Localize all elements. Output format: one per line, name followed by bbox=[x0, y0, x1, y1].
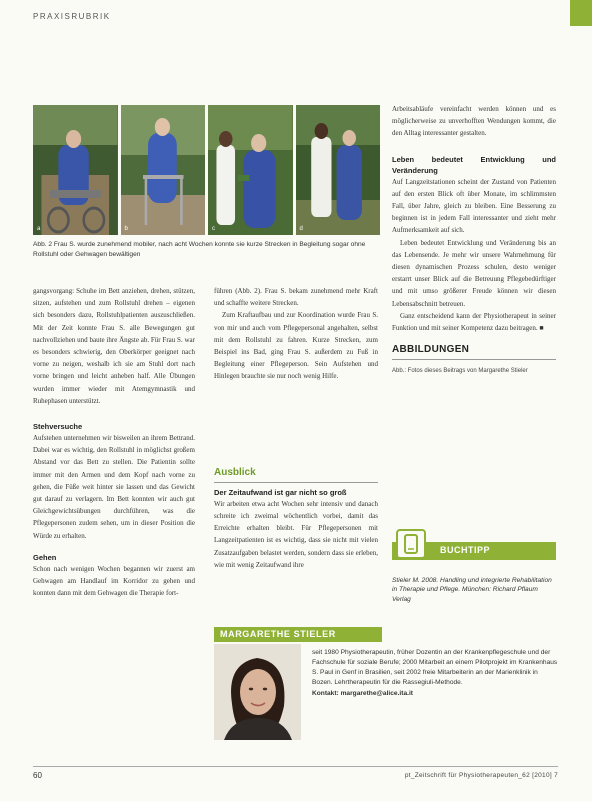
photo-strip bbox=[33, 105, 380, 235]
paragraph: Auf Langzeitstationen scheint der Zustand von Patienten auf den ersten Blick oft über Monate, im schlimmsten Fall, über Jahre, gleich zu bleiben. Eine Besserung zu beginnen ist in jedem Fall interessanter und zieht mehr Aufmerksamkeit auf sich. bbox=[392, 177, 556, 235]
paragraph: Ganz entscheidend kann der Physiotherapeut in seiner Funktion und mit seiner Kompetenz dazu beitragen. ■ bbox=[392, 311, 556, 333]
book-reference: Stieler M. 2008. Handling und integrierte Rehabilitation in Therapie und Pflege. München: Richard Pflaum Verlag bbox=[392, 577, 552, 603]
photo-b bbox=[121, 105, 206, 235]
photo-d bbox=[296, 105, 381, 235]
photo-credit: Abb.: Fotos dieses Beitrags von Margarethe Stieler bbox=[392, 368, 528, 375]
text-column-1 bbox=[33, 285, 195, 599]
author-portrait bbox=[214, 644, 301, 740]
photo-c bbox=[208, 105, 293, 235]
paragraph: Zum Kraftaufbau und zur Koordination wurde Frau S. von mir und auch vom Pflegepersonal angehalten, selbst mit dem Rollstuhl zu fahren. Kurze Strecken, zum Beispiel ins Bad, ging Frau S. außerdem zu Fuß in Begleitung einer Pflegeperson. Sein Aufstehen und Hinlegen brauchte sie nur noch wenig Hilfe. bbox=[214, 311, 378, 381]
paragraph: Leben bedeutet Entwicklung und Veränderung bis an das Lebensende. Je mehr wir unsere Wahrnehmung für diesen dynamischen Prozess schulen, desto weniger erstarrt unser Blick auf die Betreuung Pflegebedürftiger und mit umso größerer Freude können wir diesen Lebensabschnitt betreuen. bbox=[392, 238, 556, 308]
photo-label: a bbox=[37, 226, 41, 232]
paragraph: Wir arbeiten etwa acht Wochen sehr intensiv und danach schreite ich zweimal wöchentlich vorbei, damit das Erreichte erhalten bleibt. Für Pflegepersonen mit Langzeitpatienten ist es wichtig, dass sie nicht mit vielen Zusatzaufgaben belastet werden, sondern dass sie erleben, wie mit wenig Zeitaufwand ihre bbox=[214, 499, 378, 569]
buchtipp-label: BUCHTIPP bbox=[440, 545, 491, 555]
text-column-2 bbox=[214, 285, 378, 571]
book-icon bbox=[396, 529, 426, 559]
journal-name: pt_Zeitschrift für Physiotherapeuten_62 [2010] 7 bbox=[404, 772, 558, 779]
divider bbox=[392, 359, 556, 360]
text-column-3 bbox=[392, 103, 556, 378]
footer-rule bbox=[33, 766, 558, 767]
photo-label: d bbox=[299, 226, 303, 232]
subheading-zeitaufwand: Der Zeitaufwand ist gar nicht so groß bbox=[214, 487, 347, 497]
subheading-stehversuche: Stehversuche bbox=[33, 422, 83, 432]
author-name: MARGARETHE STIELER bbox=[220, 629, 336, 639]
subheading-leben: Leben bedeutet Entwicklung und Veränderung bbox=[392, 154, 556, 175]
photo-label: b bbox=[124, 226, 128, 232]
photo-label: c bbox=[212, 226, 215, 232]
paragraph: Aufstehen unternehmen wir bisweilen an ihrem Bettrand. Dabei war es wichtig, den Rollstuhl in möglichst großem Abstand vor das Bett zu stellen. Die Patientin sollte immer mit den Armen und dem Kopf nach vorne zu gehen, die Füße weit hinter sie lassen und das Gewicht gut darauf zu verlagern. Im Bett konnten wir auch gut Gleichgewichtsübungen durchführen, was die Pflegepersonen zudem sehen, um in dieser Position die Würde zu erhalten. bbox=[33, 434, 195, 540]
divider bbox=[214, 482, 378, 483]
photo-a bbox=[33, 105, 118, 235]
page-number: 60 bbox=[33, 771, 42, 780]
contact-email[interactable]: Kontakt: margarethe@alice.ita.it bbox=[312, 690, 413, 697]
heading-ausblick: Ausblick bbox=[214, 466, 256, 478]
bio-text: seit 1980 Physiotherapeutin, früher Dozentin an der Krankenpflegeschule und der Fachschule für soziale Berufe; 2000 Mitarbeit an einem Pilotprojekt im Krankenhaus S. Paul in Genf in Brasilien, seit 2002 freie Mitarbeiterin an der Marienklinik in Bozen. Lehrtherapeutin für die Rassegiuli-Methode. bbox=[312, 649, 558, 686]
heading-abbildungen: ABBILDUNGEN bbox=[392, 344, 470, 356]
paragraph: führen (Abb. 2). Frau S. bekam zunehmend mehr Kraft und schaffte weitere Strecken. bbox=[214, 287, 378, 308]
section-color-tab bbox=[570, 0, 592, 26]
subheading-gehen: Gehen bbox=[33, 552, 57, 562]
paragraph: Arbeitsabläufe vereinfacht werden können und es möglicherweise zu unverhofften Wendungen kommt, die den Alltag interessanter gestalten. bbox=[392, 105, 556, 138]
section-label: PRAXISRUBRIK bbox=[33, 12, 111, 21]
paragraph: Schon nach wenigen Wochen begannen wir zuerst am Gehwagen am Handlauf im Korridor zu gehen und konnten dann mit dem Gehwagen die Therapie fort- bbox=[33, 564, 195, 598]
paragraph: gangsvorgang: Schuhe im Bett anziehen, drehen, stützen, sitzen, aufstehen und zum Rollstuhl drehen – eigenen sich besonders dazu, Rollstuhlpatienten auszuschließen. Mit der Zeit konnte Frau S. alle Bewegungen gut nachvollziehen und baute ihre Ängste ab. Für Frau S. war es besonders schwierig, den Oberkörper geeignet nach vorne zu neigen, weshalb ich sie am Stuhl dort nach vorne bringen und leicht anheben half. Alle Übungen wurden immer wieder mit Atemgymnastik und Ruhephasen unterstützt. bbox=[33, 287, 195, 405]
figure-caption: Abb. 2 Frau S. wurde zunehmend mobiler, nach acht Wochen konnte sie kurze Strecken in Begleitung sogar ohne Rollstuhl oder Gehwagen bewältigen bbox=[33, 241, 366, 258]
author-bio bbox=[312, 648, 558, 699]
